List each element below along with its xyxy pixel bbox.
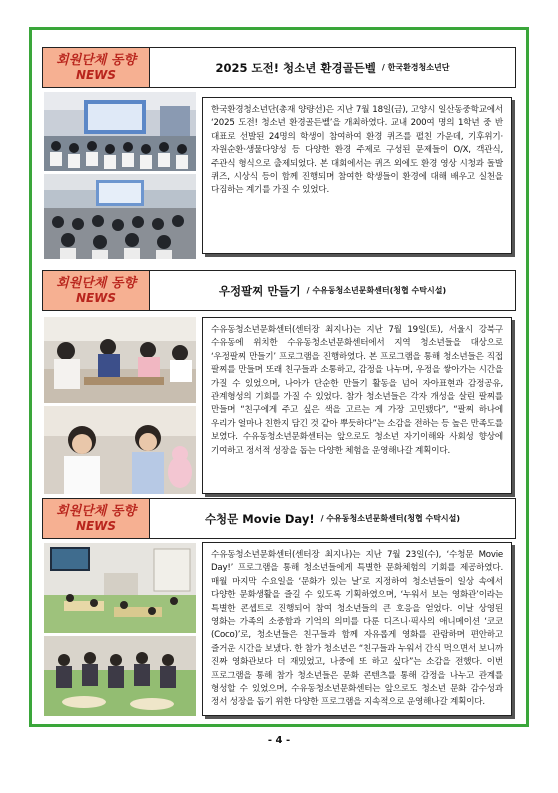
section-tag-news: NEWS [75, 291, 117, 305]
section-tag [42, 270, 150, 311]
photo-bracelet-girls [44, 406, 196, 494]
article-title: 우정팔찌 만들기 [218, 283, 301, 298]
article-title-bar [150, 498, 516, 539]
article-title-bar [150, 47, 516, 88]
section-tag-title: 회원단체 동향 [56, 504, 136, 519]
section-tag-news: NEWS [75, 68, 117, 82]
photo-movie-room [44, 543, 196, 633]
photo-quiz-hall [44, 174, 196, 259]
article-2-header [42, 270, 516, 311]
photo-bracelet-making [44, 317, 196, 403]
article-title-bar [150, 270, 516, 311]
article-1-body: 한국환경청소년단(총재 양량선)은 지난 7월 18일(금), 고양시 일산동중학교에서 ‘2025 도전! 청소년 환경골든벨’을 개최하였다. 교내 200여 명의 1학년 중 반 대표로 선발된 24명의 학생이 참여하여 환경 퀴즈를 펼친 가운데, 기후위기·자원순환·생물다양성 등 다양한 환경 주제로 구성된 문제들이 O/X, 객관식, 주관식 형식으로 출제되었다. 본 대회에서는 퀴즈 외에도 환경 영상 시청과 돌발 퀴즈, 시상식 등이 함께 진행되며 참여한 학생들이 환경에 대해 배우고 실천을 다짐하는 계기를 가질 수 있었다. [202, 97, 512, 254]
article-3-body: 수유동청소년문화센터(센터장 최지나)는 지난 7월 23일(수), ‘수청문 Movie Day!’ 프로그램을 통해 청소년들에게 특별한 문화체험의 기회를 제공하였다. 매월 마지막 수요일을 ‘문화가 있는 날’로 지정하여 청소년들이 일상 속에서 다양한 문화생활을 즐길 수 있도록 기획하였으며, ‘누워서 보는 영화관’이라는 특별한 콘셉트로 진행되어 참여 청소년들의 큰 호응을 얻었다. 이날 상영된 영화는 가족의 소중함과 기억의 의미를 다룬 디즈니·픽사의 애니메이션 ‘코코(Coco)’로, 청소년들은 친구들과 함께 자유롭게 영화를 관람하며 편안하고 즐거운 시간을 보냈다. 한 참가 청소년은 “친구들과 누워서 간식 먹으면서 보니까 진짜 영화관보다 더 재밌었고, 나중에 또 하고 싶다”는 소감을 전했다. 이번 프로그램을 통해 참가 청소년들은 문화 콘텐츠를 통해 감정을 나누고 관계를 형성할 수 있었으며, 수유동청소년문화센터는 앞으로도 청소년 문화 감수성과 정서 성장을 돕기 위한 다양한 프로그램을 지속적으로 운영해나갈 계획이다. [202, 542, 512, 716]
section-tag-title: 회원단체 동향 [56, 53, 136, 68]
article-org: / 수유동청소년문화센터(청협 수탁시설) [306, 286, 447, 295]
article-org: / 수유동청소년문화센터(청협 수탁시설) [320, 514, 461, 523]
section-tag [42, 47, 150, 88]
article-1-header [42, 47, 516, 88]
photo-movie-lying [44, 636, 196, 716]
article-3-header [42, 498, 516, 539]
section-tag-news: NEWS [75, 519, 117, 533]
article-2-body: 수유동청소년문화센터(센터장 최지나)는 지난 7월 19일(토), 서울시 강북구 수유동에 위치한 수유동청소년문화센터에서 지역 청소년들을 대상으로 ‘우정팔찌 만들기’ 프로그램을 진행하였다. 본 프로그램을 통해 청소년들은 직접 팔찌를 만들며 또래 친구들과 소통하고, 감정을 나누며, 우정을 쌓아가는 시간을 가질 수 있었으며, 나아가 단순한 만들기 활동을 넘어 자아표현과 감정공유, 관계형성의 기회를 가질 수 있었다. 참가 청소년들은 각자 개성을 살린 팔찌를 만들며 “친구에게 주고 싶은 색을 고르는 게 가장 고민됐다”, “팔찌 하나에 우리가 얼마나 친한지 담긴 것 같아 뿌듯하다”는 소감을 전하는 등 높은 만족도를 보였다. 수유동청소년문화센터는 앞으로도 청소년 자기이해와 사회성 향상에 기여하고 정서적 성장을 돕는 다양한 체험을 운영해나갈 계획이다. [202, 317, 512, 494]
page-number: - 4 - [267, 735, 291, 746]
article-title: 수청문 Movie Day! [204, 511, 315, 526]
section-tag-title: 회원단체 동향 [56, 276, 136, 291]
article-title: 2025 도전! 청소년 환경골든벨 [215, 60, 376, 75]
photo-quiz-students [44, 92, 196, 171]
article-org: / 한국환경청소년단 [381, 63, 450, 72]
section-tag [42, 498, 150, 539]
